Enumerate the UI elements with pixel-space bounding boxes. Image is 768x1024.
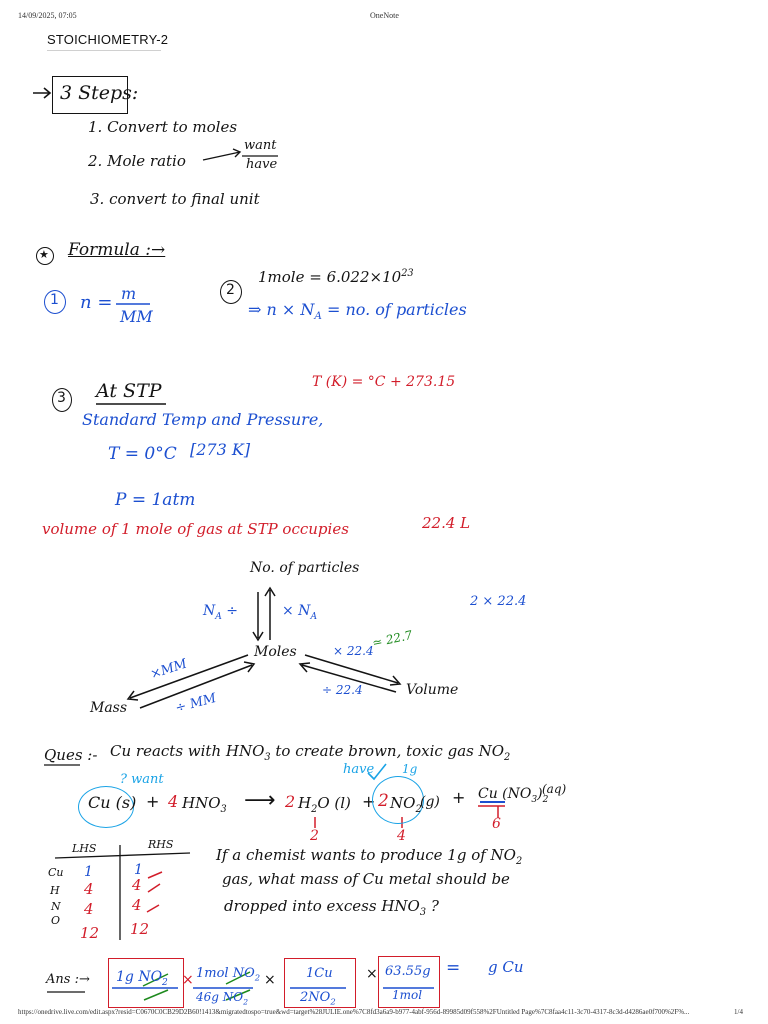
answer-term-4-bottom: 1mol [392,988,423,1002]
table-rhs-h: 4 [132,876,142,894]
want-note: ? want [120,772,164,787]
term-1-top-sub: 2 [162,977,168,988]
term-3-bottom-sub: 2 [330,996,336,1007]
table-lhs-h: 4 [84,880,94,898]
steps-heading: 3 Steps: [60,82,139,104]
equation-plus-3: + [452,788,466,807]
no2-sub: 2 [415,804,422,815]
equation-arrow: ⟶ [244,788,276,813]
table-el-o: O [51,914,61,927]
stp-pressure: P = 1atm [115,490,196,510]
step-3: 3. convert to final unit [90,190,260,208]
diagram-particles: No. of particles [250,560,360,576]
diagram-mass: Mass [90,700,128,716]
table-rhs-cu: 1 [134,862,143,878]
diagram-divide-224: ÷ 22.4 [322,683,363,697]
answer-term-1-top [116,969,168,988]
problem-line-1-sub: 2 [515,856,523,867]
equation-plus-2: + [362,792,376,811]
no2-count: 4 [397,828,406,844]
table-header-rhs: RHS [148,838,174,851]
problem-line-3-sub: 3 [419,907,427,918]
answer-term-3-bottom [300,990,336,1007]
equation-h2o [298,794,351,815]
problem-line-1-text: If a chemist wants to produce 1g of NO [216,846,516,864]
term-1-bottom-text: 46g NO [196,990,244,1004]
formula-2-particles [248,300,467,322]
print-page-number: 1/4 [734,1008,743,1016]
h2o-sub: 2 [311,804,318,815]
h2o-h: H [298,794,312,812]
particles-lhs: ⇒ n × N [248,300,315,319]
diagram-side-note: 2 × 22.4 [470,594,527,609]
na-sub: A [215,611,222,622]
no2-text: NO [390,794,416,812]
table-lhs-n: 4 [84,900,94,918]
print-datetime: 14/09/2025, 07:05 [18,11,77,20]
diagram-approx-227: ≃ 22.7 [370,627,414,651]
formula-1-num: 1 [50,292,59,308]
table-el-cu: Cu [48,866,64,879]
diagram-moles: Moles [254,644,297,660]
equation-cuno3 [478,786,548,805]
diagram-divide-mm: ÷ MM [173,690,218,717]
ratio-have: have [246,157,278,172]
question-sub-a: 3 [264,752,271,763]
equation-hno3 [182,794,227,815]
na-multiply: × N [282,603,311,619]
equation-cu: Cu (s) [88,793,137,812]
answer-times-0: × [182,972,194,988]
answer-term-4-top: 63.55g [385,964,431,979]
problem-question-mark: ? [430,897,439,915]
equation-cuno3-state: (aq) [542,782,567,796]
cuno3-sub2: 2 [542,794,549,805]
problem-line-2: gas, what mass of Cu metal should be [222,870,510,888]
table-lhs-cu: 1 [84,864,93,880]
formula-2-avogadro [258,268,414,286]
term-2-top-sub: 2 [254,972,261,983]
question-text-b: to create brown, toxic gas NO [270,742,505,760]
term-1-top-text: 1g NO [116,969,163,985]
problem-line-3 [224,897,439,918]
table-lhs-o: 12 [80,924,100,942]
hno3-sub: 3 [220,804,227,815]
equation-coef-hno3: 4 [168,792,179,811]
problem-line-1 [216,846,522,867]
table-rhs-n: 4 [132,896,142,914]
formula-1-lhs: n = [80,292,113,313]
cuno3-text: Cu (NO [478,786,532,802]
ratio-want: want [244,138,277,153]
na-sub-2: A [310,611,318,622]
answer-times-1: × [264,972,276,988]
answer-term-3-top: 1Cu [306,966,333,981]
answer-label: Ans :→ [46,972,90,987]
stp-temp-kelvin: [273 K] [190,440,251,459]
print-url: https://onedrive.live.com/edit.aspx?resid=C0670C0CB29D2B60!1413&migratedtospo=true&wd=target%28JULIE.one%7C8fd3a6a9-b977-4abf-956d-89985d09f558%2FUntitled Page%7C8faa4c11-3c70-4317-8c3d-d4286ae0f700%2F%... [18,1008,690,1016]
cuno3-count: 6 [492,816,501,832]
stp-heading: At STP [96,380,162,402]
stp-num: 3 [57,390,66,406]
equation-no2 [390,794,422,815]
formula-1-mass: m [121,284,137,303]
stp-temp: T = 0°C [108,444,177,464]
question-text-a: Cu reacts with HNO [110,742,265,760]
print-app-name: OneNote [370,11,399,20]
h2o-rest: O (l) [317,794,351,812]
step-2: 2. Mole ratio [88,152,186,170]
cuno3-close: ) [537,786,543,802]
term-3-bottom-text: 2NO [300,990,331,1005]
na-symbol: N [203,603,216,619]
answer-term-2-top [196,966,260,983]
have-note: have [343,762,375,777]
equation-coef-no2: 2 [378,791,389,811]
table-header-lhs: LHS [72,842,97,855]
avogadro-text: 1mole = 6.022×10 [258,268,402,286]
answer-times-2: × [366,966,378,982]
equation-no2-state: (g) [420,794,440,810]
diagram-volume: Volume [406,682,459,698]
na-divide: ÷ [221,603,239,619]
formula-2-num: 2 [226,282,235,298]
table-rhs-o: 12 [130,920,150,938]
avogadro-exponent: 23 [401,268,414,279]
answer-equals: = [446,958,461,978]
formula-heading: Formula :→ [68,240,166,260]
question-sub-b: 2 [504,752,511,763]
diagram-divide-na [203,603,238,622]
problem-line-3-text: dropped into excess HNO [224,897,420,915]
have-mass-note: 1g [402,762,418,776]
table-el-n: N [51,900,61,913]
question-text [110,742,510,763]
page-title: STOICHIOMETRY-2 [47,32,169,47]
answer-term-1-bottom [196,990,248,1006]
cuno3-sub3: 3 [531,794,538,805]
particles-rhs: = no. of particles [321,300,467,319]
h2o-count: 2 [310,828,319,844]
equation-plus-1: + [146,792,160,811]
term-1-bottom-sub: 2 [243,997,249,1007]
diagram-times-mm: ×MM [148,656,189,683]
equation-coef-h2o: 2 [285,792,296,811]
table-el-h: H [50,884,60,897]
stp-fullform: Standard Temp and Pressure, [82,410,324,429]
star-icon: ★ [39,248,49,261]
question-label: Ques :- [44,746,98,764]
hno3-text: HNO [182,794,221,812]
particles-sub: A [314,310,322,323]
diagram-multiply-na [282,603,317,622]
kelvin-formula: T (K) = °C + 273.15 [312,374,456,390]
stp-volume-statement: volume of 1 mole of gas at STP occupies [42,520,349,538]
diagram-times-224: × 22.4 [333,644,374,658]
formula-1-molar-mass: MM [120,307,153,326]
answer-result: g Cu [488,958,524,976]
step-1: 1. Convert to moles [88,118,238,136]
stp-volume-value: 22.4 L [422,514,471,532]
term-2-top-text: 1mol NO [196,966,255,981]
